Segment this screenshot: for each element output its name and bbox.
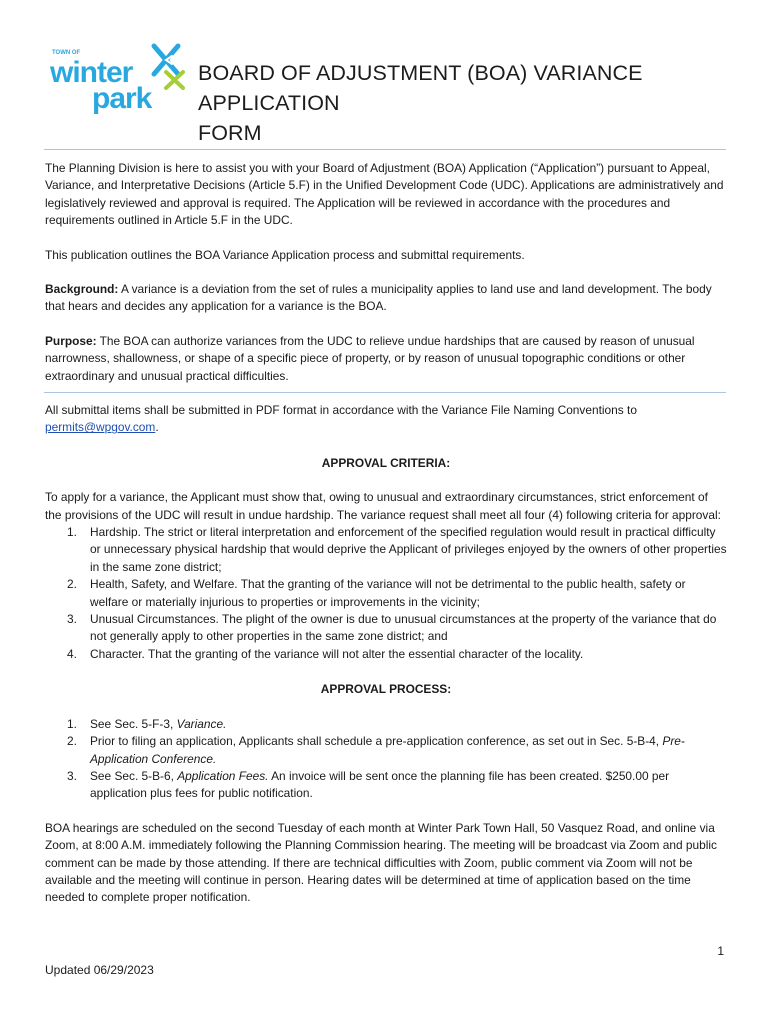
winter-park-logo bbox=[46, 42, 194, 114]
criteria-list bbox=[45, 524, 727, 663]
section-divider bbox=[44, 392, 726, 393]
page-title: BOARD OF ADJUSTMENT (BOA) VARIANCE APPLICATION FORM bbox=[198, 61, 643, 145]
background-paragraph: Background: A variance is a deviation from the set of rules a municipality applies to land use and land development. The body that hears and decides any application for a variance is the BOA. bbox=[45, 282, 712, 314]
list-item: 2. Prior to filing an application, Applicants shall schedule a pre-application conference, as set out in Sec. 5-B-4, Pre-Application Conference. bbox=[67, 734, 685, 766]
updated-date: Updated 06/29/2023 bbox=[45, 963, 154, 977]
intro-paragraph: The Planning Division is here to assist you with your Board of Adjustment (BOA) Application (“Application”) pursuant to Appeal, Variance, and Interpretative Decisions (Article 5.F) in the Unified Development Code (UDC). Applications are administratively and legislatively reviewed and approval is required. The Application will be reviewed in accordance with the procedures and requirements outlined in Article 5.F in the UDC. bbox=[45, 161, 724, 228]
submittal-paragraph: All submittal items shall be submitted in PDF format in accordance with the Variance File Naming Conventions to permits@wpgov.com. bbox=[45, 403, 637, 435]
svg-text:park: park bbox=[92, 82, 152, 114]
intro-section bbox=[45, 160, 727, 385]
page-number: 1 bbox=[717, 944, 724, 958]
svg-text:TOWN OF: TOWN OF bbox=[52, 50, 81, 56]
publication-paragraph: This publication outlines the BOA Variance Application process and submittal requirements. bbox=[45, 247, 525, 262]
process-heading: APPROVAL PROCESS: bbox=[320, 682, 452, 697]
criteria-intro: To apply for a variance, the Applicant must show that, owing to unusual and extraordinary circumstances, strict enforcement of the provisions of the UDC will result in undue hardship. The variance request shall meet all four (4) following criteria for approval: bbox=[45, 490, 721, 522]
list-item: 1. Hardship. The strict or literal interpretation and enforcement of the specified regulation would result in practical difficulty or unnecessary physical hardship that would deprive the Applicant of privileges enjoyed by the owners of other properties in the same zone district; bbox=[67, 525, 727, 574]
list-item: 3. See Sec. 5-B-6, Application Fees. An invoice will be sent once the planning file has been created. $250.00 per application plus fees for public notification. bbox=[67, 768, 670, 801]
list-item: 4. Character. That the granting of the variance will not alter the essential character of the locality. bbox=[67, 646, 584, 661]
purpose-paragraph: Purpose: The BOA can authorize variances from the UDC to relieve undue hardships that are caused by reason of unusual narrowness, shallowness, or shape of a specific piece of property, or by reason of unusual topographic conditions or other extraordinary and unusual practical difficulties. bbox=[45, 333, 695, 383]
list-item: 3. Unusual Circumstances. The plight of the owner is due to unusual circumstances at the property of the variance that do not generally apply to other properties in the same zone district; and bbox=[67, 612, 717, 644]
hearings-paragraph: BOA hearings are scheduled on the second Tuesday of each month at Winter Park Town Hall, 50 Vasquez Road, and online via Zoom, at 8:00 A.M. immediately following the Planning Commission hearing. The meeting will be broadcast via Zoom and public comment can be made by those attending. If there are technical difficulties with Zoom, public comment via Zoom will not be available and the meeting will continue in person. Hearing dates will be determined at time of application based on the time needed to complete proper notification. bbox=[45, 820, 717, 905]
main-section bbox=[45, 402, 727, 907]
snowflake-x-icon bbox=[154, 46, 183, 88]
process-list bbox=[45, 716, 727, 803]
svg-text:winter: winter bbox=[50, 56, 133, 89]
list-item: 2. Health, Safety, and Welfare. That the granting of the variance will not be detrimental to the public health, safety or welfare or materially injurious to properties or improvements in the vicinity; bbox=[67, 577, 686, 609]
email-link[interactable]: permits@wpgov.com bbox=[45, 420, 156, 435]
list-item: 1. See Sec. 5-F-3, Variance. bbox=[67, 716, 227, 731]
header-divider bbox=[44, 149, 726, 150]
criteria-heading: APPROVAL CRITERIA: bbox=[321, 455, 451, 470]
